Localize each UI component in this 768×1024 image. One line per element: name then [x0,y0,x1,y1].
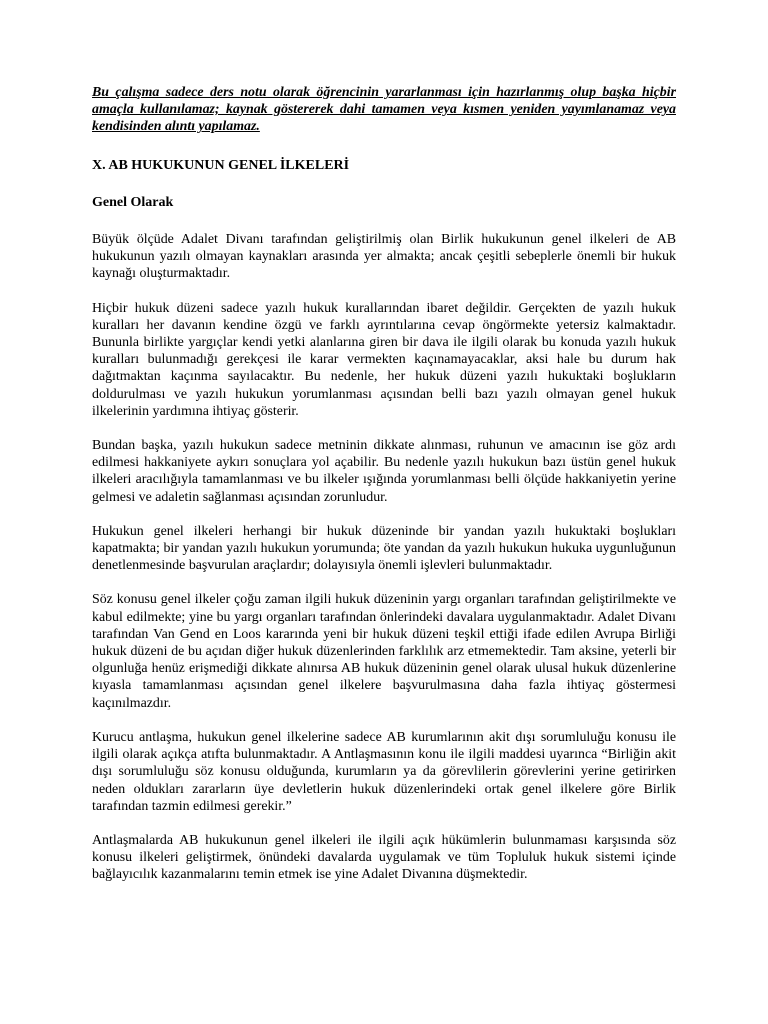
copyright-notice: Bu çalışma sadece ders notu olarak öğrencinin yararlanması için hazırlanmış olup başka hiçbir amaçla kullanılamaz; kaynak göstererek dahi tamamen veya kısmen yeniden yayımlanamaz veya kendisinden alıntı yapılamaz. [92,85,676,135]
paragraph: Büyük ölçüde Adalet Divanı tarafından geliştirilmiş olan Birlik hukukunun genel ilkeleri de AB hukukunun yazılı olmayan kaynakları arasında yer almakta; ancak çeşitli sebeplerle önemli bir hukuk kaynağı oluşturmaktadır. [92,232,676,282]
section-title: Genel Olarak [92,194,174,210]
paragraph: Bundan başka, yazılı hukukun sadece metninin dikkate alınması, ruhunun ve amacının ise göz ardı edilmesi hakkaniyete aykırı sonuçlara yol açabilir. Bu nedenle yazılı hukukun bazı üstün genel hukuk ilkeleri aracılığıyla tamamlanması ve bu ilkeler ışığında yorumlanması belli ölçüde hakkaniyetin yerine gelmesi ve adaletin sağlanması açısından zorunludur. [92,438,676,505]
paragraph: Antlaşmalarda AB hukukunun genel ilkeleri ile ilgili açık hükümlerin bulunmaması karşısında söz konusu ilkeleri geliştirmek, önündeki davalarda uygulamak ve tüm Topluluk hukuk sistemi içinde bağlayıcılık kazanmalarını temin etmek ise yine Adalet Divanına düşmektedir. [92,832,676,883]
paragraph: Söz konusu genel ilkeler çoğu zaman ilgili hukuk düzeninin yargı organları tarafından geliştirilmekte ve kabul edilmekte; yine bu yargı organları tarafından önlerindeki davalara uygulanmaktadır. Adalet Divanı tarafından Van Gend en Loos kararında yeni bir hukuk düzeni teşkil ettiği ifade edilen Avrupa Birliği hukuk düzeni de bu açıdan diğer hukuk düzenlerinden farklılık arz etmemektedir. Tam aksine, yeterli bir olgunluğa henüz erişmediği dikkate alınırsa AB hukuk düzeninin genel olarak ulusal hukuk düzenlerine kıyasla tamamlanması açısından genel ilkelere başvurulmasına daha fazla ihtiyaç göstermesi kaçınılmazdır. [92,592,676,711]
paragraph: Hukukun genel ilkeleri herhangi bir hukuk düzeninde bir yandan yazılı hukuktaki boşlukları kapatmakta; bir yandan yazılı hukukun yorumunda; öte yandan da yazılı hukukun hukuka uygunluğunun denetlenmesinde başvurulan araçlardır; dolayısıyla önemli işlevleri bulunmaktadır. [92,523,676,574]
paragraph: Kurucu antlaşma, hukukun genel ilkelerine sadece AB kurumlarının akit dışı sorumluluğu konusu ile ilgili olarak açıkça atıfta bulunmaktadır. A Antlaşmasının konu ile ilgili maddesi uyarınca “Birliğin akit dışı sorumluluğu söz konusu olduğunda, kurumların ya da görevlilerin görevlerini yerine getirirken neden oldukları zararların üye devletlerin hukuk düzenlerindeki ortak genel ilkelere göre Birlik tarafından tazmin edilmesi gerekir.” [92,729,676,814]
paragraph: Hiçbir hukuk düzeni sadece yazılı hukuk kurallarından ibaret değildir. Gerçekten de yazılı hukuk kuralları her davanın kendine özgü ve farklı ayrıntılarına cevap öngörmekte yetersiz kalmaktadır. Bununla birlikte yargıçlar kendi yetki alanlarına giren bir dava ile ilgili olarak bu konuda yazılı hukuk kuralları bulunmadığı gerekçesi ile karar vermekten kaçınamayacaklar, aksi hale bu durum hak dağıtmaktan kaçınma sayılacaktır. Bu nedenle, her hukuk düzeni yazılı hukuktaki boşlukların doldurulması ve yazılı hukukun yorumlanması açısından belli bazı yazılı olmayan genel hukuk ilkelerinin yardımına ihtiyaç gösterir. [92,300,676,419]
document-page [92,84,676,901]
chapter-title: X. AB HUKUKUNUN GENEL İLKELERİ [92,157,350,173]
